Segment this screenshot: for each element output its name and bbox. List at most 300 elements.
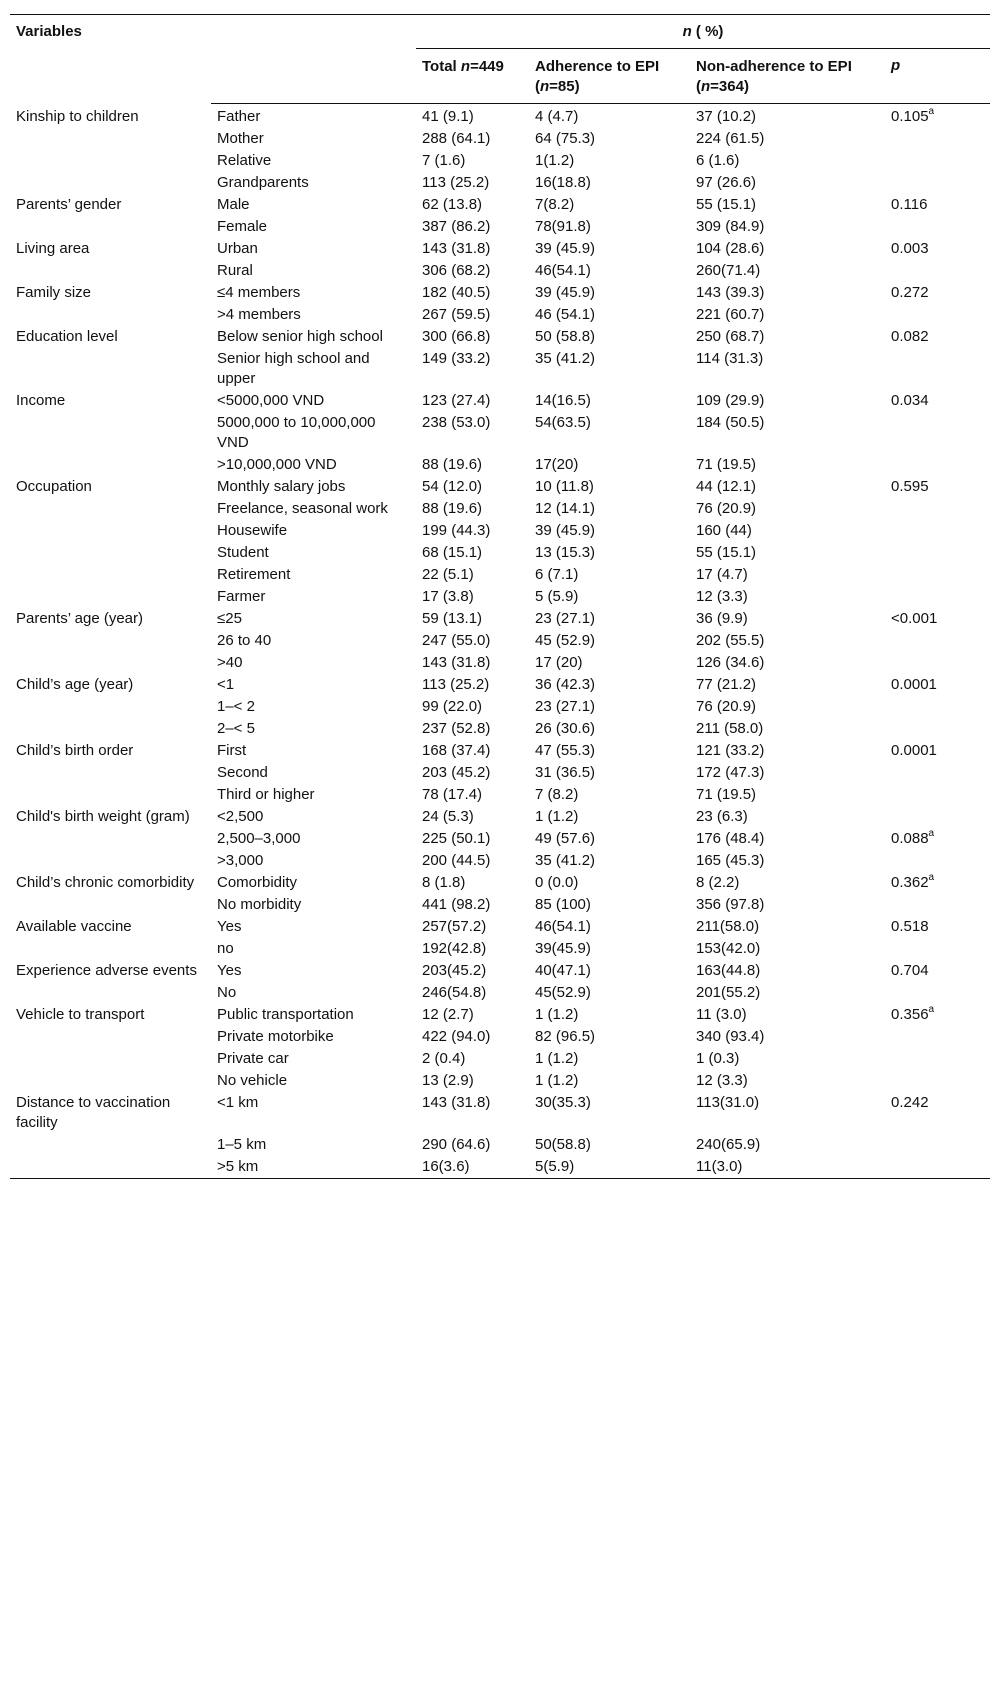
adherence-cell: 7(8.2)	[535, 196, 575, 213]
non-adherence-cell: 97 (26.6)	[696, 174, 757, 191]
adherence-cell: 17(20)	[535, 456, 579, 473]
adherence-cell: 23 (27.1)	[535, 610, 596, 627]
variable-cell	[10, 454, 211, 476]
table-row	[10, 630, 990, 652]
category-cell: Public transportation	[217, 1006, 354, 1023]
non-adherence-cell: 211(58.0)	[696, 918, 760, 935]
adherence-cell: 5(5.9)	[529, 1156, 690, 1179]
adherence-cell: 1 (1.2)	[535, 1072, 579, 1089]
category-cell: Freelance, seasonal work	[217, 500, 388, 517]
p-value-cell: 0.105$^a$	[891, 106, 935, 125]
category-cell: Yes	[217, 918, 242, 935]
total-cell: 22 (5.1)	[422, 566, 474, 583]
p-value-cell	[885, 348, 990, 390]
variable-cell	[10, 1048, 211, 1070]
table-row	[10, 542, 990, 564]
non-adherence-cell: 114 (31.3)	[696, 350, 764, 367]
variable-cell	[10, 304, 211, 326]
category-cell: Retirement	[217, 566, 291, 583]
total-cell: 143 (31.8)	[422, 654, 491, 671]
adherence-cell: 13 (15.3)	[535, 544, 596, 561]
total-cell: 123 (27.4)	[422, 392, 491, 409]
non-adherence-cell: 71 (19.5)	[696, 456, 757, 473]
table-row	[10, 762, 990, 784]
total-cell: 2 (0.4)	[422, 1050, 466, 1067]
footnote-marker: a	[928, 1004, 935, 1015]
table-row	[10, 608, 990, 630]
category-cell: Comorbidity	[217, 874, 298, 891]
header-n-italic: n	[682, 23, 692, 40]
table-row	[10, 238, 990, 260]
non-adherence-cell: 23 (6.3)	[696, 808, 748, 825]
adherence-cell: 54(63.5)	[535, 414, 591, 431]
category-cell: Female	[217, 218, 268, 235]
table-body	[10, 104, 990, 1179]
category-cell: Student	[217, 544, 269, 561]
p-value-cell: 0.003	[891, 240, 929, 257]
category-cell: Yes	[217, 962, 242, 979]
p-value-cell	[885, 412, 990, 454]
adherence-cell: 6 (7.1)	[535, 566, 579, 583]
table-row	[10, 850, 990, 872]
table-row	[10, 194, 990, 216]
p-value-cell	[885, 982, 990, 1004]
non-adherence-cell: 165 (45.3)	[696, 852, 765, 869]
category-cell: ≤4 members	[217, 284, 301, 301]
category-cell: Male	[217, 196, 250, 213]
adherence-cell: 14(16.5)	[535, 392, 591, 409]
total-cell: 143 (31.8)	[422, 1094, 491, 1111]
non-adherence-cell: 201(55.2)	[696, 984, 761, 1001]
table-row	[10, 718, 990, 740]
table-row	[10, 1048, 990, 1070]
p-value-cell	[885, 128, 990, 150]
non-adherence-cell: 37 (10.2)	[696, 108, 757, 125]
variable-cell	[10, 542, 211, 564]
category-cell: 2,500–3,000	[217, 830, 301, 847]
category-cell: <1	[217, 676, 235, 693]
p-value-cell: 0.0001	[891, 676, 937, 693]
category-cell: No vehicle	[217, 1072, 288, 1089]
total-cell: 149 (33.2)	[422, 350, 491, 367]
total-cell: 238 (53.0)	[422, 414, 491, 431]
p-value-cell	[885, 762, 990, 784]
total-cell: 99 (22.0)	[422, 698, 483, 715]
total-cell: 225 (50.1)	[422, 830, 491, 847]
table-row	[10, 696, 990, 718]
total-cell: 300 (66.8)	[422, 328, 491, 345]
p-value-cell	[885, 260, 990, 282]
variable-cell: Kinship to children	[16, 107, 139, 125]
category-cell: 5000,000 to 10,000,000 VND	[217, 414, 376, 451]
table-row	[10, 740, 990, 762]
variable-cell: Experience adverse events	[16, 962, 197, 979]
non-adherence-cell: 221 (60.7)	[696, 306, 765, 323]
p-value-cell	[885, 498, 990, 520]
non-adherence-cell: 17 (4.7)	[696, 566, 748, 583]
adherence-cell: 17 (20)	[535, 654, 583, 671]
variable-cell	[10, 498, 211, 520]
total-cell: 143 (31.8)	[422, 240, 491, 257]
category-cell: No morbidity	[217, 896, 302, 913]
total-cell: 203 (45.2)	[422, 764, 491, 781]
category-cell: Housewife	[217, 522, 288, 539]
category-cell: 1–< 2	[217, 698, 255, 715]
adherence-cell: 39 (45.9)	[535, 522, 596, 539]
total-cell: 68 (15.1)	[422, 544, 483, 561]
variable-cell	[10, 128, 211, 150]
p-value-cell	[885, 520, 990, 542]
table-row	[10, 1070, 990, 1092]
p-value-cell: <0.001	[891, 610, 938, 627]
adherence-cell: 45 (52.9)	[535, 632, 596, 649]
non-adherence-cell: 202 (55.5)	[696, 632, 765, 649]
variable-cell	[10, 938, 211, 960]
adherence-cell: 40(47.1)	[535, 962, 591, 979]
p-value-cell: 0.088$^a$	[891, 828, 935, 847]
category-cell: >10,000,000 VND	[217, 456, 337, 473]
variable-cell	[10, 630, 211, 652]
category-cell: Senior high school and upper	[217, 350, 370, 387]
results-table	[10, 14, 990, 1179]
non-adherence-cell: 224 (61.5)	[696, 130, 765, 147]
p-value-cell	[885, 542, 990, 564]
table-row	[10, 586, 990, 608]
variable-cell	[10, 348, 211, 390]
table-row	[10, 564, 990, 586]
table-row	[10, 1004, 990, 1026]
table-row	[10, 982, 990, 1004]
p-value-cell	[885, 938, 990, 960]
total-cell: 59 (13.1)	[422, 610, 483, 627]
table-row	[10, 104, 990, 129]
table-row	[10, 916, 990, 938]
category-cell: Rural	[217, 262, 253, 279]
table-row	[10, 1156, 990, 1179]
adherence-cell: 46(54.1)	[535, 262, 591, 279]
p-value-cell: 0.518	[891, 918, 929, 935]
p-value-cell	[885, 454, 990, 476]
total-cell: 288 (64.1)	[422, 130, 491, 147]
non-adherence-cell: 260(71.4)	[696, 262, 761, 279]
category-cell: >40	[217, 654, 243, 671]
variable-cell	[10, 784, 211, 806]
total-cell: 306 (68.2)	[422, 262, 491, 279]
non-adherence-cell: 12 (3.3)	[696, 588, 748, 605]
total-cell: 203(45.2)	[422, 962, 487, 979]
header-spacer	[211, 15, 416, 49]
adherence-cell: 39(45.9)	[535, 940, 591, 957]
p-value-cell: 0.704	[891, 962, 929, 979]
variable-cell	[10, 412, 211, 454]
category-cell: Private car	[217, 1050, 289, 1067]
p-value-cell	[885, 172, 990, 194]
variable-cell	[10, 260, 211, 282]
adherence-cell: 50(58.8)	[535, 1136, 591, 1153]
category-cell: Second	[217, 764, 268, 781]
adherence-cell: 1 (1.2)	[535, 1006, 579, 1023]
total-cell: 168 (37.4)	[422, 742, 491, 759]
p-value-cell: 0.356$^a$	[891, 1004, 935, 1023]
variable-cell	[10, 894, 211, 916]
total-cell: 16(3.6)	[416, 1156, 529, 1179]
variable-cell: Child’s chronic comorbidity	[16, 874, 195, 891]
p-value-cell	[885, 586, 990, 608]
category-cell: <2,500	[217, 808, 264, 825]
total-cell: 257(57.2)	[422, 918, 487, 935]
adherence-cell: 16(18.8)	[535, 174, 591, 191]
category-cell: Farmer	[217, 588, 266, 605]
header-non-adherence: Non-adherence to EPI (n=364)	[690, 49, 885, 104]
category-cell: no	[217, 940, 234, 957]
non-adherence-cell: 6 (1.6)	[696, 152, 740, 169]
variable-cell: Occupation	[16, 478, 92, 495]
category-cell: Below senior high school	[217, 328, 383, 345]
p-value-cell	[885, 1134, 990, 1156]
footnote-marker: a	[928, 106, 935, 117]
p-value-cell	[885, 696, 990, 718]
non-adherence-cell: 121 (33.2)	[696, 742, 765, 759]
table-row	[10, 282, 990, 304]
table-row	[10, 1092, 990, 1134]
variable-cell	[10, 1156, 211, 1179]
p-value-cell	[885, 1070, 990, 1092]
p-value-cell	[885, 150, 990, 172]
table-row	[10, 412, 990, 454]
adherence-cell: 26 (30.6)	[535, 720, 596, 737]
variable-cell: Income	[16, 392, 66, 409]
table-row	[10, 476, 990, 498]
table-header	[10, 15, 990, 104]
variable-cell: Child's birth weight (gram)	[16, 808, 190, 825]
p-value-cell: 0.362$^a$	[891, 872, 935, 891]
variable-cell	[10, 564, 211, 586]
header-p-value: p	[885, 49, 990, 104]
variable-cell: Available vaccine	[16, 918, 132, 935]
variable-cell	[10, 718, 211, 740]
table-row	[10, 216, 990, 238]
variable-cell	[10, 652, 211, 674]
adherence-cell: 1 (1.2)	[535, 1050, 579, 1067]
total-cell: 24 (5.3)	[422, 808, 474, 825]
total-cell: 182 (40.5)	[422, 284, 491, 301]
p-value-cell	[885, 1156, 990, 1179]
non-adherence-cell: 184 (50.5)	[696, 414, 765, 431]
non-adherence-cell: 176 (48.4)	[696, 830, 765, 847]
non-adherence-cell: 153(42.0)	[696, 940, 761, 957]
p-value-cell: 0.595	[891, 478, 929, 495]
header-total: Total n=449	[416, 49, 529, 104]
table-row	[10, 872, 990, 894]
total-cell: 200 (44.5)	[422, 852, 491, 869]
adherence-cell: 23 (27.1)	[535, 698, 596, 715]
variable-cell	[10, 150, 211, 172]
total-cell: 113 (25.2)	[422, 174, 490, 191]
category-cell: >4 members	[217, 306, 301, 323]
table-row	[10, 894, 990, 916]
table-row	[10, 498, 990, 520]
adherence-cell: 64 (75.3)	[535, 130, 596, 147]
non-adherence-cell: 12 (3.3)	[696, 1072, 748, 1089]
p-value-cell	[885, 216, 990, 238]
non-adherence-cell: 76 (20.9)	[696, 500, 757, 517]
header-spacer-2	[211, 49, 416, 104]
table-row	[10, 260, 990, 282]
table-row	[10, 1026, 990, 1048]
adherence-cell: 12 (14.1)	[535, 500, 596, 517]
total-cell: 237 (52.8)	[422, 720, 491, 737]
category-cell: 2–< 5	[217, 720, 255, 737]
category-cell: Monthly salary jobs	[217, 478, 346, 495]
category-cell: <5000,000 VND	[217, 392, 325, 409]
table-row	[10, 960, 990, 982]
total-cell: 13 (2.9)	[422, 1072, 474, 1089]
total-cell: 17 (3.8)	[422, 588, 474, 605]
non-adherence-cell: 160 (44)	[696, 522, 752, 539]
adherence-cell: 46 (54.1)	[535, 306, 596, 323]
table-row	[10, 784, 990, 806]
non-adherence-cell: 11(3.0)	[690, 1156, 885, 1179]
category-cell: Grandparents	[217, 174, 309, 191]
header-percent: ( %)	[691, 23, 724, 40]
adherence-cell: 5 (5.9)	[535, 588, 579, 605]
variable-cell	[10, 762, 211, 784]
category-cell: Urban	[217, 240, 258, 257]
adherence-cell: 1(1.2)	[535, 152, 575, 169]
header-adherence: Adherence to EPI (n=85)	[529, 49, 690, 104]
variable-cell	[10, 172, 211, 194]
non-adherence-cell: 172 (47.3)	[696, 764, 765, 781]
non-adherence-cell: 109 (29.9)	[696, 392, 765, 409]
variable-cell	[10, 1134, 211, 1156]
adherence-cell: 30(35.3)	[535, 1094, 591, 1111]
category-cell: 1–5 km	[217, 1136, 267, 1153]
p-value-cell	[885, 850, 990, 872]
non-adherence-cell: 76 (20.9)	[696, 698, 757, 715]
adherence-cell: 7 (8.2)	[535, 786, 579, 803]
category-cell: >5 km	[211, 1156, 416, 1179]
table-row	[10, 150, 990, 172]
non-adherence-cell: 55 (15.1)	[696, 544, 757, 561]
adherence-cell: 4 (4.7)	[535, 108, 579, 125]
table-row	[10, 1134, 990, 1156]
adherence-cell: 35 (41.2)	[535, 852, 596, 869]
total-cell: 290 (64.6)	[422, 1136, 491, 1153]
total-cell: 54 (12.0)	[422, 478, 483, 495]
total-cell: 7 (1.6)	[422, 152, 466, 169]
variable-cell	[10, 1070, 211, 1092]
p-value-cell	[885, 304, 990, 326]
category-cell: No	[217, 984, 237, 1001]
table-row	[10, 828, 990, 850]
adherence-cell: 82 (96.5)	[535, 1028, 596, 1045]
category-cell: First	[217, 742, 247, 759]
p-value-cell: 0.034	[891, 392, 929, 409]
category-cell: 26 to 40	[217, 632, 272, 649]
p-value-cell	[885, 894, 990, 916]
category-cell: >3,000	[217, 852, 264, 869]
non-adherence-cell: 8 (2.2)	[696, 874, 740, 891]
adherence-cell: 47 (55.3)	[535, 742, 596, 759]
table-row	[10, 454, 990, 476]
adherence-cell: 49 (57.6)	[535, 830, 596, 847]
adherence-cell: 45(52.9)	[535, 984, 591, 1001]
table-row	[10, 652, 990, 674]
variable-cell: Distance to vaccination facility	[16, 1094, 171, 1131]
non-adherence-cell: 356 (97.8)	[696, 896, 765, 913]
adherence-cell: 10 (11.8)	[535, 478, 594, 495]
variable-cell	[10, 520, 211, 542]
total-cell: 113 (25.2)	[422, 676, 490, 693]
table-row	[10, 520, 990, 542]
variable-cell	[10, 828, 211, 850]
variable-cell: Education level	[16, 328, 118, 345]
total-cell: 12 (2.7)	[422, 1006, 474, 1023]
table-row	[10, 390, 990, 412]
adherence-cell: 31 (36.5)	[535, 764, 596, 781]
adherence-cell: 0 (0.0)	[535, 874, 579, 891]
variable-cell	[10, 216, 211, 238]
p-value-cell	[885, 1048, 990, 1070]
total-cell: 441 (98.2)	[422, 896, 491, 913]
total-cell: 199 (44.3)	[422, 522, 491, 539]
non-adherence-cell: 1 (0.3)	[696, 1050, 740, 1067]
category-cell: ≤25	[217, 610, 242, 627]
category-cell: Mother	[217, 130, 264, 147]
adherence-cell: 39 (45.9)	[535, 240, 596, 257]
non-adherence-cell: 126 (34.6)	[696, 654, 765, 671]
category-cell: Relative	[217, 152, 272, 169]
variable-cell	[10, 696, 211, 718]
variable-cell: Parents’ age (year)	[16, 610, 144, 627]
header-group-n-percent	[416, 15, 990, 49]
total-cell: 88 (19.6)	[422, 456, 483, 473]
adherence-cell: 1 (1.2)	[535, 808, 579, 825]
variable-cell: Parents’ gender	[16, 196, 122, 213]
total-cell: 247 (55.0)	[422, 632, 491, 649]
variable-cell	[10, 586, 211, 608]
table-row	[10, 348, 990, 390]
p-value-cell: 0.242	[891, 1094, 929, 1111]
table-row	[10, 806, 990, 828]
p-value-cell	[885, 630, 990, 652]
variable-cell	[10, 982, 211, 1004]
non-adherence-cell: 309 (84.9)	[696, 218, 765, 235]
adherence-cell: 85 (100)	[535, 896, 591, 913]
p-value-cell: 0.082	[891, 328, 929, 345]
table-row	[10, 304, 990, 326]
total-cell: 8 (1.8)	[422, 874, 466, 891]
variable-cell: Vehicle to transport	[16, 1006, 145, 1023]
variable-cell: Child’s birth order	[16, 742, 134, 759]
non-adherence-cell: 55 (15.1)	[696, 196, 757, 213]
total-cell: 267 (59.5)	[422, 306, 491, 323]
total-cell: 78 (17.4)	[422, 786, 483, 803]
non-adherence-cell: 163(44.8)	[696, 962, 761, 979]
p-value-cell: 0.272	[891, 284, 929, 301]
header-variables: Variables	[10, 15, 211, 104]
variable-cell	[10, 1026, 211, 1048]
p-value-cell	[885, 652, 990, 674]
non-adherence-cell: 44 (12.1)	[696, 478, 757, 495]
adherence-cell: 36 (42.3)	[535, 676, 596, 693]
non-adherence-cell: 211 (58.0)	[696, 720, 764, 737]
non-adherence-cell: 240(65.9)	[696, 1136, 761, 1153]
adherence-cell: 35 (41.2)	[535, 350, 596, 367]
variable-cell: Family size	[16, 284, 92, 301]
p-value-cell	[885, 1026, 990, 1048]
p-value-cell	[885, 564, 990, 586]
